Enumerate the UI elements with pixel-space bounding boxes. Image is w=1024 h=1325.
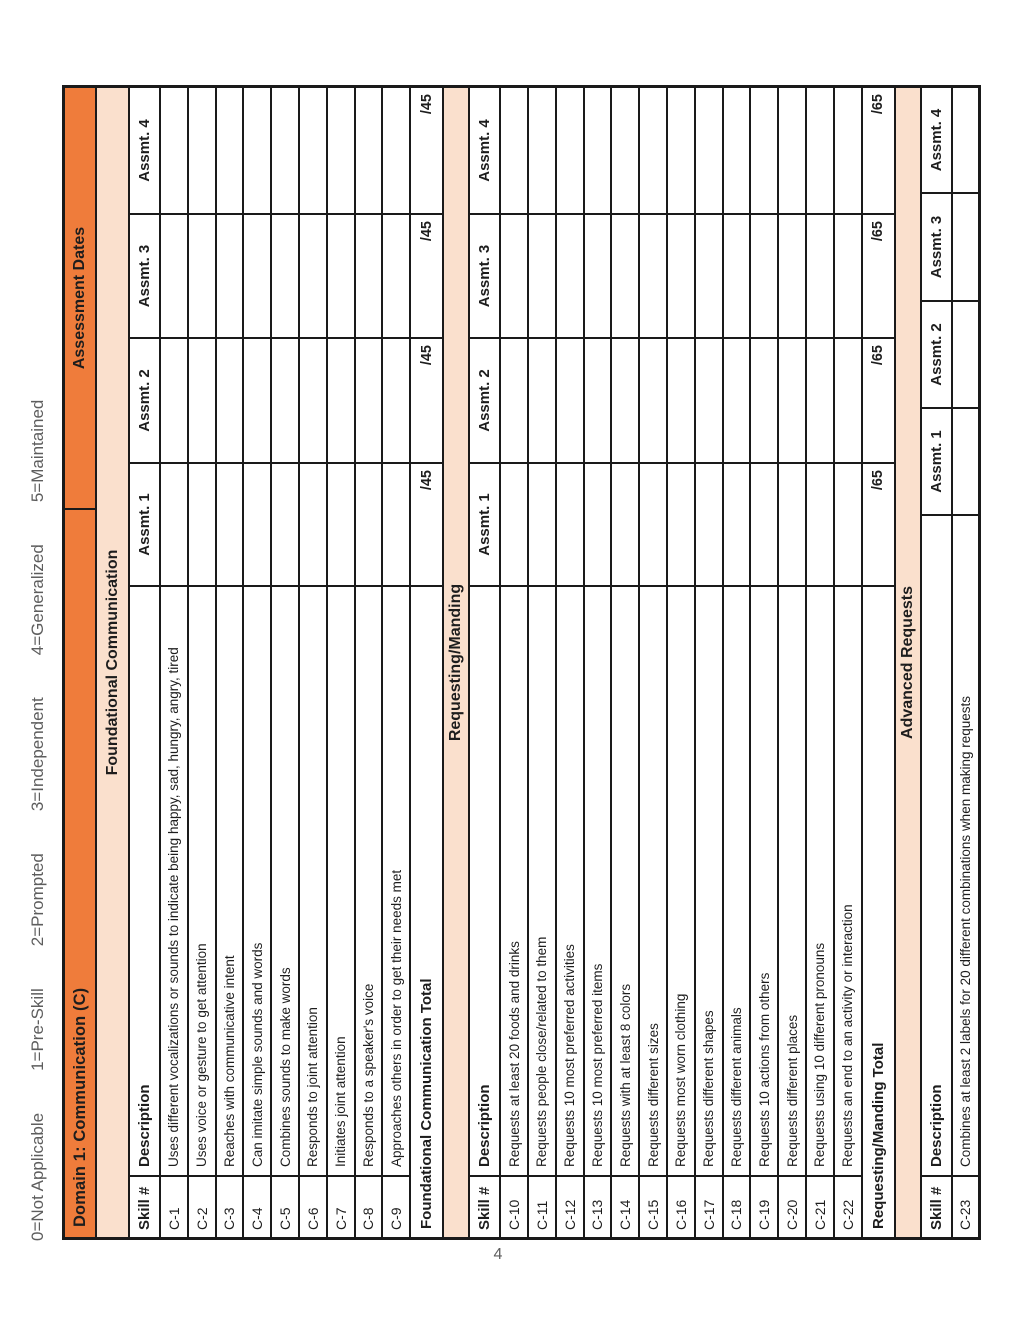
skill-description-cell: Requests using 10 different pronouns bbox=[807, 587, 833, 1175]
assessment-score-cell bbox=[640, 88, 666, 213]
assessment-score-cell bbox=[696, 88, 722, 213]
total-denominator: /45 bbox=[411, 339, 442, 462]
assessment-score-cell bbox=[529, 339, 555, 462]
assessment-score-cell bbox=[724, 339, 750, 462]
skill-description-cell: Requests different shapes bbox=[696, 587, 722, 1175]
skill-row bbox=[244, 88, 270, 1237]
skill-id-cell: C-12 bbox=[557, 1177, 583, 1237]
assessment-score-cell bbox=[529, 215, 555, 337]
assessment-score-cell bbox=[751, 464, 777, 585]
skill-description-cell: Requests 10 most preferred activities bbox=[557, 587, 583, 1175]
skill-description-cell: Requests 10 most preferred items bbox=[585, 587, 611, 1175]
assessment-score-cell bbox=[640, 339, 666, 462]
assessment-score-cell bbox=[161, 88, 187, 213]
assessment-score-cell bbox=[161, 339, 187, 462]
assessment-table bbox=[62, 85, 981, 1240]
assmt-1-header: Assmt. 1 bbox=[130, 464, 159, 585]
assessment-score-cell bbox=[612, 464, 638, 585]
assessment-score-cell bbox=[953, 194, 979, 300]
skill-row bbox=[501, 88, 527, 1237]
assmt-3-header: Assmt. 3 bbox=[470, 215, 499, 337]
assmt-4-header: Assmt. 4 bbox=[130, 88, 159, 213]
skill-row bbox=[696, 88, 722, 1237]
assessment-score-cell bbox=[356, 215, 382, 337]
assessment-score-cell bbox=[189, 215, 215, 337]
assessment-score-cell bbox=[272, 464, 298, 585]
assessment-score-cell bbox=[557, 464, 583, 585]
assessment-score-cell bbox=[300, 215, 326, 337]
total-denominator: /65 bbox=[863, 464, 894, 585]
assessment-score-cell bbox=[189, 339, 215, 462]
requesting-total-row bbox=[863, 88, 894, 1237]
skill-id-cell: C-15 bbox=[640, 1177, 666, 1237]
skill-description-cell: Requests 10 actions from others bbox=[751, 587, 777, 1175]
assessment-score-cell bbox=[953, 302, 979, 407]
assessment-score-cell bbox=[807, 215, 833, 337]
section-band-requesting-manding bbox=[444, 88, 468, 1237]
assessment-score-cell bbox=[328, 88, 354, 213]
assmt-2-header: Assmt. 2 bbox=[922, 302, 951, 407]
assessment-dates-header: Assessment Dates bbox=[65, 88, 95, 508]
skill-row bbox=[356, 88, 382, 1237]
assessment-score-cell bbox=[356, 464, 382, 585]
skill-id-cell: C-21 bbox=[807, 1177, 833, 1237]
skill-row bbox=[612, 88, 638, 1237]
assessment-score-cell bbox=[835, 88, 861, 213]
skill-id-cell: C-19 bbox=[751, 1177, 777, 1237]
description-header: Description bbox=[130, 587, 159, 1175]
domain-title: Domain 1: Communication (C) bbox=[65, 510, 95, 1237]
skill-row bbox=[161, 88, 187, 1237]
assessment-score-cell bbox=[217, 88, 243, 213]
legend-item: 2=Prompted bbox=[28, 853, 47, 947]
assessment-score-cell bbox=[612, 215, 638, 337]
skill-number-header: Skill # bbox=[470, 1177, 499, 1237]
skill-row bbox=[779, 88, 805, 1237]
assessment-score-cell bbox=[585, 464, 611, 585]
assessment-score-cell bbox=[751, 339, 777, 462]
assessment-score-cell bbox=[751, 88, 777, 213]
assessment-score-cell bbox=[953, 409, 979, 514]
skill-id-cell: C-1 bbox=[161, 1177, 187, 1237]
skill-description-cell: Can imitate simple sounds and words bbox=[244, 587, 270, 1175]
legend-item: 4=Generalized bbox=[28, 544, 47, 656]
scoring-legend bbox=[28, 400, 48, 1241]
assessment-score-cell bbox=[529, 464, 555, 585]
total-denominator: /65 bbox=[863, 339, 894, 462]
skill-description-cell: Requests with at least 8 colors bbox=[612, 587, 638, 1175]
skill-id-cell: C-10 bbox=[501, 1177, 527, 1237]
section-title: Advanced Requests bbox=[896, 88, 920, 1237]
assessment-score-cell bbox=[585, 88, 611, 213]
assessment-score-cell bbox=[189, 464, 215, 585]
skill-id-cell: C-22 bbox=[835, 1177, 861, 1237]
skill-row bbox=[557, 88, 583, 1237]
assessment-score-cell bbox=[668, 464, 694, 585]
assessment-score-cell bbox=[244, 339, 270, 462]
assessment-score-cell bbox=[724, 215, 750, 337]
skill-id-cell: C-20 bbox=[779, 1177, 805, 1237]
assmt-1-header: Assmt. 1 bbox=[922, 409, 951, 514]
legend-item: 0=Not Applicable bbox=[28, 1112, 47, 1241]
skill-number-header: Skill # bbox=[130, 1177, 159, 1237]
skill-description-cell: Combines sounds to make words bbox=[272, 587, 298, 1175]
assessment-score-cell bbox=[807, 88, 833, 213]
assessment-score-cell bbox=[953, 88, 979, 192]
assessment-score-cell bbox=[383, 215, 409, 337]
skill-row bbox=[807, 88, 833, 1237]
column-header-row bbox=[130, 88, 159, 1237]
assessment-score-cell bbox=[668, 339, 694, 462]
skill-description-cell: Requests an end to an activity or interaction bbox=[835, 587, 861, 1175]
skill-id-cell: C-14 bbox=[612, 1177, 638, 1237]
assmt-3-header: Assmt. 3 bbox=[130, 215, 159, 337]
assessment-score-cell bbox=[383, 88, 409, 213]
skill-id-cell: C-3 bbox=[217, 1177, 243, 1237]
assessment-score-cell bbox=[557, 88, 583, 213]
skill-row bbox=[300, 88, 326, 1237]
assessment-score-cell bbox=[779, 88, 805, 213]
assessment-score-cell bbox=[585, 215, 611, 337]
skill-id-cell: C-9 bbox=[383, 1177, 409, 1237]
column-header-row bbox=[470, 88, 499, 1237]
table-title-row bbox=[65, 88, 95, 1237]
column-header-row bbox=[922, 88, 951, 1237]
skill-id-cell: C-13 bbox=[585, 1177, 611, 1237]
total-denominator: /45 bbox=[411, 215, 442, 337]
foundational-total-row bbox=[411, 88, 442, 1237]
assessment-score-cell bbox=[272, 215, 298, 337]
legend-item: 5=Maintained bbox=[28, 399, 47, 503]
total-denominator: /45 bbox=[411, 464, 442, 585]
assessment-score-cell bbox=[161, 215, 187, 337]
assessment-score-cell bbox=[328, 464, 354, 585]
assessment-score-cell bbox=[835, 464, 861, 585]
assessment-score-cell bbox=[724, 464, 750, 585]
assessment-score-cell bbox=[300, 339, 326, 462]
skill-row bbox=[328, 88, 354, 1237]
assessment-score-cell bbox=[501, 464, 527, 585]
section-title: Foundational Communication bbox=[97, 88, 128, 1237]
assessment-score-cell bbox=[557, 215, 583, 337]
skill-description-cell: Responds to joint attention bbox=[300, 587, 326, 1175]
assessment-score-cell bbox=[217, 464, 243, 585]
assessment-score-cell bbox=[161, 464, 187, 585]
section-band-advanced-requests bbox=[896, 88, 920, 1237]
assessment-score-cell bbox=[244, 464, 270, 585]
assessment-score-cell bbox=[779, 339, 805, 462]
assessment-score-cell bbox=[640, 464, 666, 585]
skill-description-cell: Requests different places bbox=[779, 587, 805, 1175]
assessment-score-cell bbox=[835, 339, 861, 462]
assessment-score-cell bbox=[383, 464, 409, 585]
skill-id-cell: C-6 bbox=[300, 1177, 326, 1237]
skill-row bbox=[383, 88, 409, 1237]
skill-row bbox=[751, 88, 777, 1237]
assessment-score-cell bbox=[217, 339, 243, 462]
assessment-score-cell bbox=[300, 88, 326, 213]
assmt-3-header: Assmt. 3 bbox=[922, 194, 951, 300]
assessment-score-cell bbox=[612, 88, 638, 213]
assessment-score-cell bbox=[557, 339, 583, 462]
skill-description-cell: Combines at least 2 labels for 20 different combinations when making requests bbox=[953, 516, 979, 1175]
skill-row bbox=[529, 88, 555, 1237]
assmt-4-header: Assmt. 4 bbox=[470, 88, 499, 213]
assessment-score-cell bbox=[244, 88, 270, 213]
section-band-foundational-communication bbox=[97, 88, 128, 1237]
total-denominator: /65 bbox=[863, 215, 894, 337]
assessment-score-cell bbox=[356, 88, 382, 213]
assessment-score-cell bbox=[696, 215, 722, 337]
assessment-score-cell bbox=[612, 339, 638, 462]
skill-id-cell: C-16 bbox=[668, 1177, 694, 1237]
total-row-label: Requesting/Manding Total bbox=[863, 587, 894, 1237]
assessment-score-cell bbox=[779, 215, 805, 337]
skill-id-cell: C-4 bbox=[244, 1177, 270, 1237]
skill-id-cell: C-23 bbox=[953, 1177, 979, 1237]
skill-description-cell: Responds to a speaker's voice bbox=[356, 587, 382, 1175]
skill-description-cell: Uses voice or gesture to get attention bbox=[189, 587, 215, 1175]
skill-description-cell: Initiates joint attention bbox=[328, 587, 354, 1175]
assessment-score-cell bbox=[751, 215, 777, 337]
skill-description-cell: Uses different vocalizations or sounds to indicate being happy, sad, hungry, angry, tired bbox=[161, 587, 187, 1175]
page-number: 4 bbox=[493, 1246, 503, 1263]
assessment-score-cell bbox=[779, 464, 805, 585]
description-header: Description bbox=[470, 587, 499, 1175]
skill-id-cell: C-11 bbox=[529, 1177, 555, 1237]
skill-id-cell: C-5 bbox=[272, 1177, 298, 1237]
assmt-1-header: Assmt. 1 bbox=[470, 464, 499, 585]
skill-row bbox=[668, 88, 694, 1237]
assessment-score-cell bbox=[328, 215, 354, 337]
assessment-score-cell bbox=[501, 215, 527, 337]
assessment-score-cell bbox=[529, 88, 555, 213]
total-denominator: /65 bbox=[863, 88, 894, 213]
total-denominator: /45 bbox=[411, 88, 442, 213]
skill-row bbox=[272, 88, 298, 1237]
assessment-score-cell bbox=[272, 339, 298, 462]
assessment-score-cell bbox=[668, 88, 694, 213]
skill-id-cell: C-2 bbox=[189, 1177, 215, 1237]
skill-description-cell: Reaches with communicative intent bbox=[217, 587, 243, 1175]
assessment-score-cell bbox=[696, 464, 722, 585]
skill-row bbox=[724, 88, 750, 1237]
skill-description-cell: Requests different animals bbox=[724, 587, 750, 1175]
skill-description-cell: Requests different sizes bbox=[640, 587, 666, 1175]
assessment-score-cell bbox=[640, 215, 666, 337]
assessment-score-cell bbox=[356, 339, 382, 462]
assessment-score-cell bbox=[244, 215, 270, 337]
skill-row bbox=[953, 88, 979, 1237]
skill-row bbox=[640, 88, 666, 1237]
assessment-score-cell bbox=[272, 88, 298, 213]
skill-row bbox=[585, 88, 611, 1237]
skill-number-header: Skill # bbox=[922, 1177, 951, 1237]
assessment-score-cell bbox=[501, 339, 527, 462]
skill-description-cell: Approaches others in order to get their needs met bbox=[383, 587, 409, 1175]
legend-item: 1=Pre-Skill bbox=[28, 988, 47, 1071]
skill-description-cell: Requests people close/related to them bbox=[529, 587, 555, 1175]
skill-id-cell: C-18 bbox=[724, 1177, 750, 1237]
assmt-2-header: Assmt. 2 bbox=[470, 339, 499, 462]
assessment-score-cell bbox=[696, 339, 722, 462]
skill-row bbox=[217, 88, 243, 1237]
assessment-score-cell bbox=[328, 339, 354, 462]
assessment-score-cell bbox=[835, 215, 861, 337]
legend-item: 3=Independent bbox=[28, 697, 47, 812]
skill-description-cell: Requests at least 20 foods and drinks bbox=[501, 587, 527, 1175]
assmt-2-header: Assmt. 2 bbox=[130, 339, 159, 462]
skill-row bbox=[835, 88, 861, 1237]
assessment-score-cell bbox=[807, 464, 833, 585]
total-row-label: Foundational Communication Total bbox=[411, 587, 442, 1237]
assessment-score-cell bbox=[724, 88, 750, 213]
assmt-4-header: Assmt. 4 bbox=[922, 88, 951, 192]
assessment-score-cell bbox=[217, 215, 243, 337]
skill-id-cell: C-17 bbox=[696, 1177, 722, 1237]
description-header: Description bbox=[922, 516, 951, 1175]
assessment-score-cell bbox=[807, 339, 833, 462]
assessment-score-cell bbox=[668, 215, 694, 337]
section-title: Requesting/Manding bbox=[444, 88, 468, 1237]
skill-id-cell: C-7 bbox=[328, 1177, 354, 1237]
skill-description-cell: Requests most worn clothing bbox=[668, 587, 694, 1175]
assessment-score-cell bbox=[189, 88, 215, 213]
skill-id-cell: C-8 bbox=[356, 1177, 382, 1237]
assessment-score-cell bbox=[300, 464, 326, 585]
skill-row bbox=[189, 88, 215, 1237]
assessment-score-cell bbox=[383, 339, 409, 462]
assessment-score-cell bbox=[501, 88, 527, 213]
assessment-score-cell bbox=[585, 339, 611, 462]
